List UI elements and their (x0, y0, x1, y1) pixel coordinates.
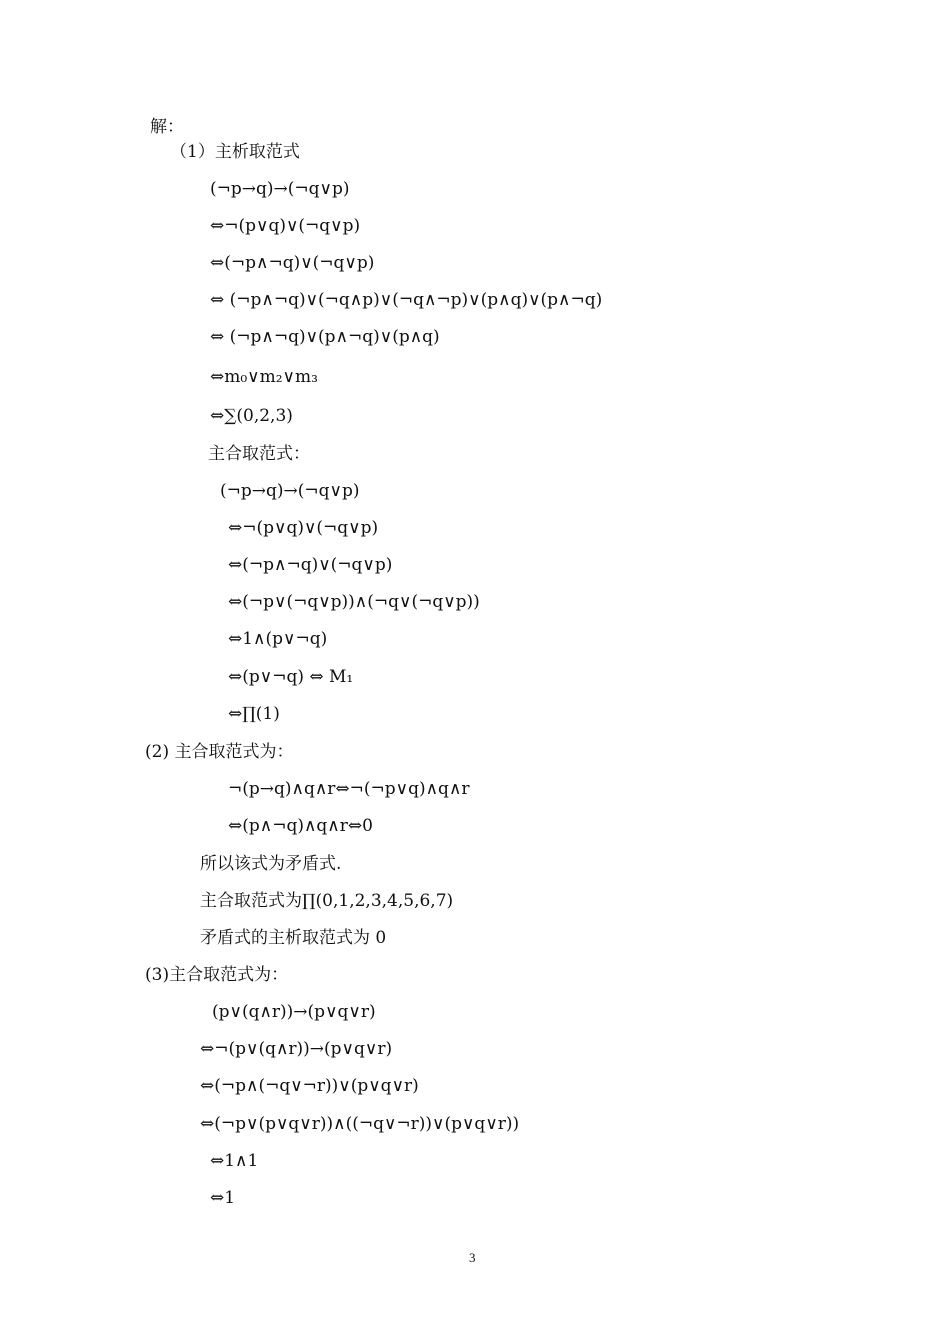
formula-line: (¬p→q)→(¬q∨p) (220, 481, 360, 501)
part2-title: (2) 主合取范式为： (145, 742, 294, 762)
text-line: 所以该式为矛盾式. (200, 854, 342, 874)
formula-line: ⇔(¬p∨(¬q∨p))∧(¬q∨(¬q∨p)) (228, 592, 480, 612)
page-number: 3 (469, 1250, 476, 1265)
part1-title: （1）主析取范式 (170, 142, 300, 162)
formula-line: ⇔(¬p∨(p∨q∨r))∧((¬q∨¬r))∨(p∨q∨r)) (200, 1114, 520, 1134)
formula-line: ⇔¬(p∨(q∧r))→(p∨q∨r) (200, 1039, 393, 1059)
formula-line: ⇔1∧1 (210, 1151, 259, 1171)
formula-line: ⇔m₀∨m₂∨m₃ (210, 367, 318, 387)
formula-line: ⇔1∧(p∨¬q) (228, 629, 328, 649)
formula-line: ⇔∑(0,2,3) (210, 406, 293, 426)
text-line: 主合取范式为∏(0,1,2,3,4,5,6,7) (200, 891, 454, 911)
formula-line: ⇔(¬p∧(¬q∨¬r))∨(p∨q∨r) (200, 1076, 419, 1096)
formula-line: (p∨(q∧r))→(p∨q∨r) (212, 1002, 376, 1022)
formula-line: ⇔(¬p∧¬q)∨(¬q∨p) (210, 253, 375, 273)
formula-line: (¬p→q)→(¬q∨p) (210, 179, 350, 199)
formula-line: ⇔1 (210, 1188, 236, 1208)
solution-heading: 解： (150, 117, 184, 137)
formula-line: ⇔¬(p∨q)∨(¬q∨p) (228, 518, 379, 538)
formula-line: ⇔(p∨¬q) ⇔ M₁ (228, 667, 354, 687)
formula-line: ⇔ (¬p∧¬q)∨(p∧¬q)∨(p∧q) (210, 327, 440, 347)
text-line: 矛盾式的主析取范式为 0 (200, 928, 387, 948)
part3-title: (3)主合取范式为： (145, 965, 289, 985)
formula-line: ⇔(p∧¬q)∧q∧r⇔0 (228, 816, 373, 836)
section-heading: 主合取范式： (208, 444, 310, 464)
formula-line: ⇔ (¬p∧¬q)∨(¬q∧p)∨(¬q∧¬p)∨(p∧q)∨(p∧¬q) (210, 290, 603, 310)
formula-line: ¬(p→q)∧q∧r⇔¬(¬p∨q)∧q∧r (228, 779, 470, 799)
formula-line: ⇔(¬p∧¬q)∨(¬q∨p) (228, 555, 393, 575)
formula-line: ⇔∏(1) (228, 704, 280, 724)
formula-line: ⇔¬(p∨q)∨(¬q∨p) (210, 216, 361, 236)
